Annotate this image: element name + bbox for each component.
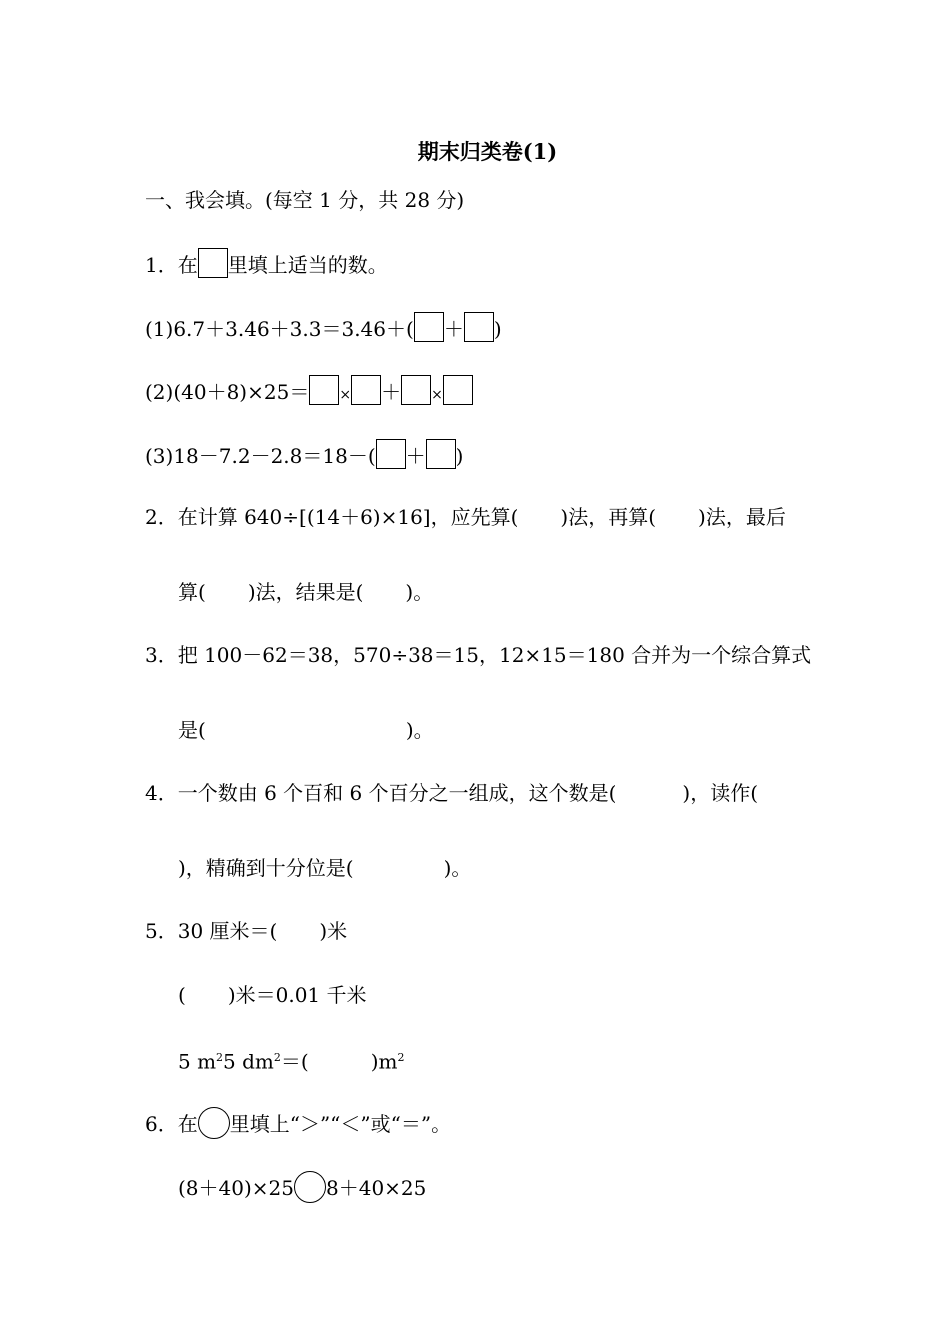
question-1-part-1: (1)6.7＋3.46＋3.3＝3.46＋( ＋ ) [145,312,502,343]
answer-box[interactable] [351,375,381,405]
question-1-part-3: (3)18－7.2－2.8＝18－( ＋ ) [145,439,463,470]
question-4-line-1: 4．一个数由 6 个百和 6 个百分之一组成，这个数是( )，读作( [145,781,759,805]
question-3-line-2: 是( )。 [178,718,434,742]
question-6-prompt: 6．在 里填上“＞”“＜”或“＝”。 [145,1107,451,1139]
answer-circle[interactable] [294,1171,326,1203]
answer-box-sample [198,248,228,278]
question-5-line-2: ( )米＝0.01 千米 [178,983,367,1007]
answer-box[interactable] [414,312,444,342]
question-1-part-2: (2)(40＋8)×25＝ × ＋ × [145,375,473,409]
question-6-expr-1: (8＋40)×25 8＋40×25 [178,1171,426,1203]
answer-box[interactable] [309,375,339,405]
question-2-line-1: 2．在计算 640÷[(14＋6)×16]，应先算( )法，再算( )法，最后 [145,505,786,529]
answer-box[interactable] [464,312,494,342]
question-5-line-1: 5．30 厘米＝( )米 [145,919,348,943]
question-2-line-2: 算( )法，结果是( )。 [178,580,434,604]
question-1-prompt: 1．在 里填上适当的数。 [145,248,388,279]
page-title: 期末归类卷(1) [417,139,558,164]
question-3-line-1: 3．把 100－62＝38，570÷38＝15，12×15＝180 合并为一个综合算式 [145,643,812,667]
section-heading: 一、我会填。(每空 1 分，共 28 分) [145,188,465,212]
question-4-line-2: )，精确到十分位是( )。 [178,856,472,880]
answer-box[interactable] [376,439,406,469]
answer-box[interactable] [443,375,473,405]
question-5-line-3: 5 $m^25$ $dm^2=$( )$m^2$ [178,1049,405,1074]
answer-box[interactable] [426,439,456,469]
answer-circle-sample [198,1107,230,1139]
answer-box[interactable] [401,375,431,405]
